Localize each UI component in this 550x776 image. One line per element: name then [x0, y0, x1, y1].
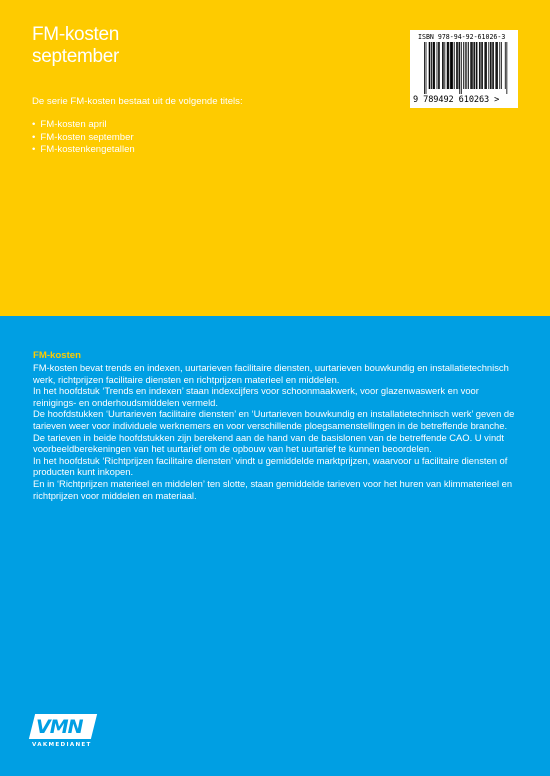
barcode-bar: [459, 42, 460, 89]
description-paragraph: De hoofdstukken ‘Uurtarieven facilitaire diensten’ en ‘Uurtarieven bouwkundig en installatietechnisch werk’ geven de tarieven weer voor individuele werknemers en voor verschillende ploegsamenstellingen in de betreffende branche. De tarieven in beide hoofdstukken zijn berekend aan de hand van de basislonen van de betreffende CAO. U vindt voorbeeldberekeningen van het uurtarief om de opbouw van het uurtarief te kunnen beoordelen.: [33, 408, 515, 455]
barcode-bar: [476, 42, 477, 89]
barcode-bar: [459, 42, 460, 94]
description-paragraph: In het hoofdstuk ‘Trends en indexen’ staan indexcijfers voor schoonmaakwerk, voor glazenwaswerk en voor reinigings- en onderhoudsmiddelen vermeld.: [33, 385, 479, 408]
barcode-bar: [491, 42, 492, 89]
barcode-bar: [471, 42, 472, 89]
description-paragraph: En in ‘Richtprijzen materieel en middelen’ ten slotte, staan gemiddelde tarieven voor het huren van klimmaterieel en richtprijzen voor middelen en materiaal.: [33, 477, 513, 501]
series-item: • FM-kosten september: [32, 132, 135, 145]
barcode-bar: [456, 42, 457, 89]
barcode-bar: [496, 42, 497, 89]
barcode-bar: [486, 42, 487, 89]
barcode-bar: [497, 42, 498, 89]
barcode-bar: [501, 42, 502, 89]
series-intro: De serie FM-kosten bestaat uit de volgende titels:: [32, 96, 243, 107]
book-title: [32, 24, 119, 68]
barcode-bar: [499, 42, 500, 89]
barcode-bar: [451, 42, 452, 89]
barcode-bar: [463, 42, 464, 89]
barcode-bar: [444, 42, 445, 89]
barcode-bar: [482, 42, 483, 89]
description-body: [33, 362, 519, 501]
description-paragraph: FM-kosten bevat trends en indexen, uurtarieven facilitaire diensten, uurtarieven bouwkundig en installatietechnisch werk, richtprijzen facilitaire diensten en richtprijzen materieel en middelen.: [33, 362, 509, 385]
description-paragraph: In het hoofdstuk ‘Richtprijzen facilitaire diensten’ vindt u gemiddelde marktprijzen, waarvoor u facilitaire diensten of producten kunt inkopen.: [33, 454, 508, 478]
publisher-logo: [32, 714, 104, 754]
barcode-bar: [473, 42, 474, 89]
barcode-bar: [438, 42, 439, 89]
barcode-bar: [452, 42, 453, 89]
barcode-bar: [485, 42, 486, 89]
barcode-bar: [429, 42, 430, 89]
barcode-bar: [426, 42, 427, 94]
barcode-bar: [472, 42, 473, 89]
logo-letters: VMN: [36, 716, 83, 738]
description-heading: FM-kosten: [33, 350, 81, 361]
barcode-bar: [474, 42, 475, 89]
barcode-bar: [493, 42, 494, 89]
barcode-bar: [480, 42, 481, 89]
barcode-bar: [451, 42, 452, 89]
barcode-bar: [477, 42, 478, 89]
isbn-barcode-box: [410, 30, 518, 108]
barcode-bar: [470, 42, 471, 89]
series-item: • FM-kosten april: [32, 119, 135, 132]
barcode-bar: [434, 42, 435, 89]
barcode-bar: [457, 42, 458, 89]
series-item: • FM-kostenkengetallen: [32, 144, 135, 157]
barcode-bar: [505, 42, 506, 89]
barcode-bar: [465, 42, 466, 89]
barcode-bar: [481, 42, 482, 89]
book-title-line2: september: [32, 46, 120, 67]
barcode-bar: [439, 42, 440, 89]
barcode-bar: [431, 42, 432, 89]
barcode-bar: [450, 42, 451, 89]
barcode-bar: [443, 42, 444, 89]
barcode-bar: [506, 42, 507, 94]
barcode-graphic: [424, 42, 508, 94]
top-panel: [0, 0, 550, 316]
barcode-bar: [448, 42, 449, 89]
barcode-bar: [495, 42, 496, 89]
barcode-bar: [488, 42, 489, 89]
barcode-bar: [466, 42, 467, 89]
barcode-bar: [442, 42, 443, 89]
logo-subtitle: VAKMEDIANET: [32, 742, 92, 748]
barcode-bar: [490, 42, 491, 89]
isbn-digits: 9 789492 610263 >: [413, 95, 500, 105]
barcode-bar: [433, 42, 434, 89]
barcode-bar: [447, 42, 448, 89]
barcode-bar: [484, 42, 485, 89]
barcode-bar: [461, 42, 462, 94]
barcode-bar: [468, 42, 469, 89]
book-title-line1: FM-kosten: [32, 24, 120, 45]
isbn-label: ISBN 978-94-92-61026-3: [418, 33, 506, 41]
barcode-bar: [429, 42, 430, 89]
barcode-bar: [492, 42, 493, 89]
barcode-bar: [433, 42, 434, 89]
barcode-bar: [424, 42, 425, 94]
barcode-bar: [454, 42, 455, 89]
barcode-bar: [437, 42, 438, 89]
barcode-bar: [448, 42, 449, 89]
barcode-bar: [479, 42, 480, 89]
series-list: [32, 119, 135, 157]
